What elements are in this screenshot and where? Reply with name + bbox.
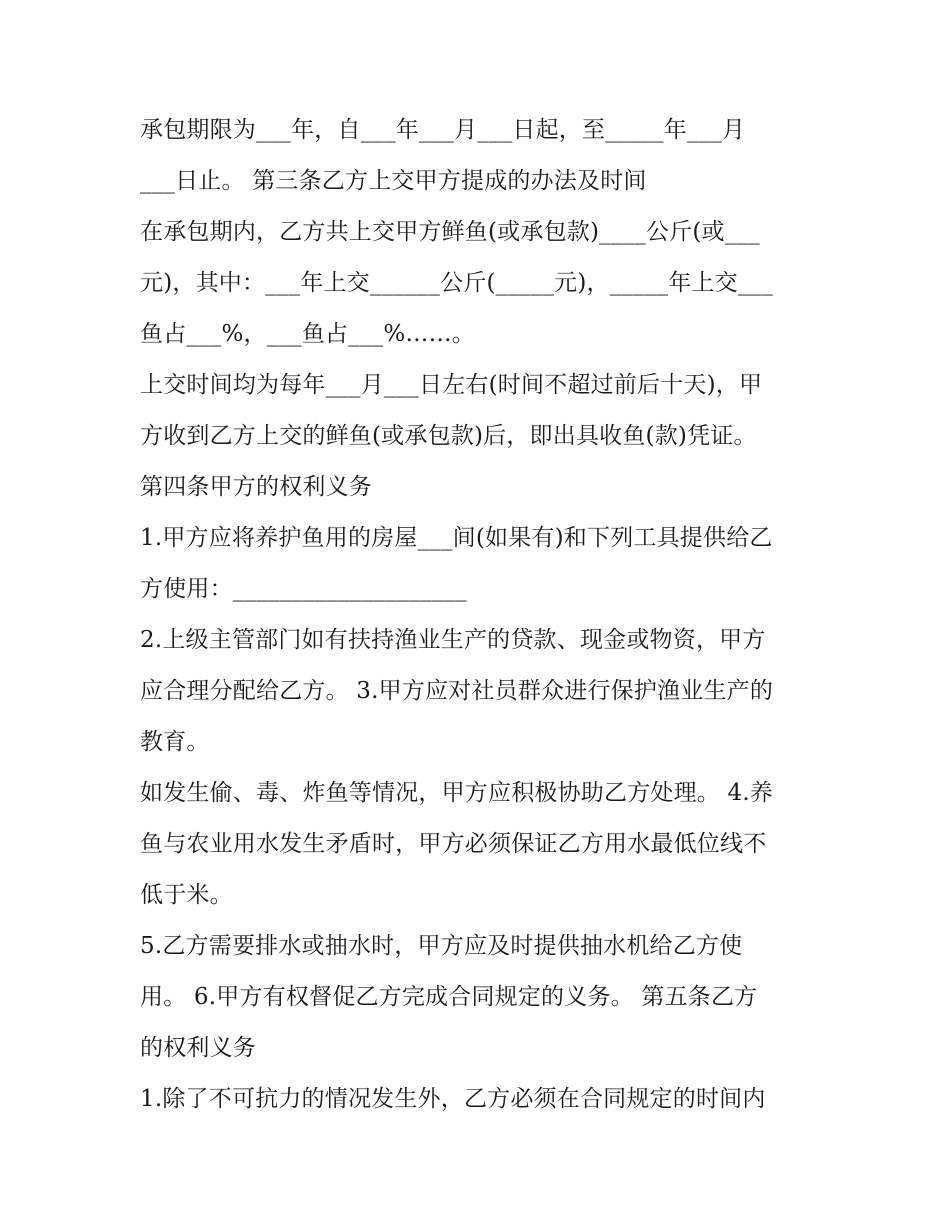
text-line: 1.除了不可抗力的情况发生外，乙方必须在合同规定的时间内 [140,1086,766,1112]
text-line: 方收到乙方上交的鲜鱼(或承包款)后，即出具收鱼(款)凭证。 [140,423,757,449]
text-line: 应合理分配给乙方。 3.甲方应对社员群众进行保护渔业生产的 [140,678,774,704]
text-line: 低于米。 [140,882,233,908]
document-body [140,105,820,1125]
text-line: 鱼与农业用水发生矛盾时，甲方必须保证乙方用水最低位线不 [140,831,767,857]
text-line: 上交时间均为每年___月___日左右(时间不超过前后十天)，甲 [140,372,763,398]
text-line: 元)，其中：___年上交______公斤(_____元)，_____年上交___ [140,270,773,296]
text-line: 用。 6.甲方有权督促乙方完成合同规定的义务。 第五条乙方 [140,984,758,1010]
text-line: 在承包期内，乙方共上交甲方鲜鱼(或承包款)____公斤(或___ [140,219,760,245]
text-line: 2.上级主管部门如有扶持渔业生产的贷款、现金或物资，甲方 [140,627,766,653]
text-line: 教育。 [140,729,210,755]
text-line: 1.甲方应将养护鱼用的房屋___间(如果有)和下列工具提供给乙 [140,525,773,551]
text-line: 如发生偷、毒、炸鱼等情况，甲方应积极协助乙方处理。 4.养 [140,780,774,806]
text-line: 方使用：____________________ [140,576,467,602]
text-line: 承包期限为___年，自___年___月___日起，至_____年___月 [140,117,746,143]
text-line: 5.乙方需要排水或抽水时，甲方应及时提供抽水机给乙方使 [140,933,743,959]
section-heading: 第四条甲方的权利义务 [140,474,372,500]
text-line: 的权利义务 [140,1035,256,1061]
text-line: ___日止。 第三条乙方上交甲方提成的办法及时间 [140,168,647,194]
text-line: 鱼占___%，___鱼占___%……。 [140,321,476,347]
